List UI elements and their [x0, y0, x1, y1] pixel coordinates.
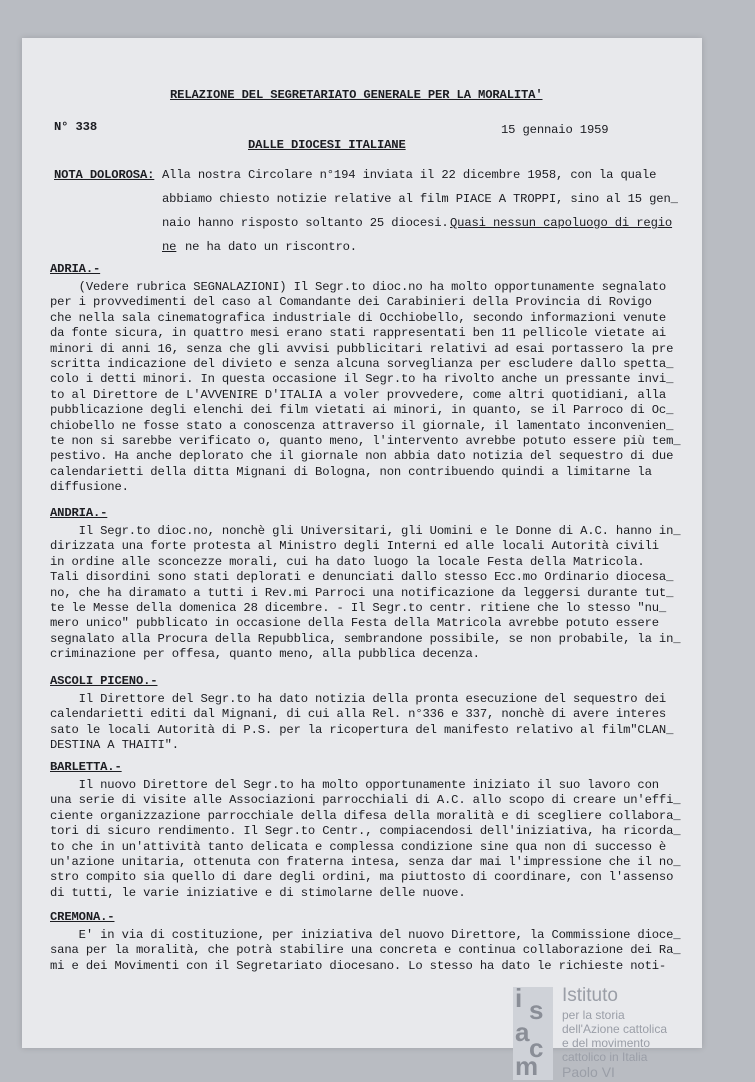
- logo-letter: s: [529, 995, 544, 1025]
- section-line: che nella sala cinematografica industriale di Occhiobello, secondo informazioni venute: [50, 310, 667, 325]
- section-line: pubblicazione degli elenchi dei film vietati ai minori, in quanto, se il Parroco di Oc_: [50, 403, 674, 418]
- section-heading: CREMONA.-: [50, 910, 115, 924]
- section-heading: ANDRIA.-: [50, 506, 108, 520]
- section-line: Il nuovo Direttore del Segr.to ha molto opportunamente iniziato il suo lavoro con: [50, 778, 659, 792]
- section-line: segnalato alla Procura della Repubblica, sembrandone possibile, se non probabile, la in_: [50, 631, 681, 646]
- section-line: dirizzata una forte protesta al Ministro degli Interni ed alle locali Autorità civili: [50, 539, 659, 554]
- logo-letter: i: [515, 983, 523, 1013]
- section-line: stro compito sia quello di dare degli ordini, ma piuttosto di coordinare, con l'assenso: [50, 870, 674, 885]
- section-heading: ASCOLI PICENO.-: [50, 674, 158, 688]
- section-line: colo i detti minori. In questa occasione il Segr.to ha rivolto anche un pressante invi_: [50, 372, 674, 387]
- logo-line: dell'Azione cattolica: [562, 1022, 668, 1036]
- section-line: mero unico" pubblicato in occasione della Festa della Matricola avrebbe potuto essere: [50, 616, 659, 631]
- section-line: sana per la moralità, che potrà stabilire una concreta e continua collaborazione dei Ra_: [50, 943, 681, 958]
- section-line: Il Direttore del Segr.to ha dato notizia della pronta esecuzione del sequestro dei: [50, 692, 667, 706]
- section-line: Tali disordini sono stati deplorati e denunciati dallo stesso Ecc.mo Ordinario diocesa_: [50, 570, 674, 585]
- nota-line: naio hanno risposto soltanto 25 diocesi.: [162, 216, 449, 230]
- section-line: da fonte sicura, in quattro mesi erano stati rappresentati ben 11 pellicole vietate ai: [50, 326, 667, 341]
- nota-line: Alla nostra Circolare n°194 inviata il 22 dicembre 1958, con la quale: [162, 168, 657, 182]
- section-line: DESTINA A THAITI".: [50, 738, 179, 753]
- section-line: diffusione.: [50, 480, 129, 495]
- nota-label: NOTA DOLOROSA:: [54, 168, 155, 182]
- section-line: Il Segr.to dioc.no, nonchè gli Universitari, gli Uomini e le Donne di A.C. hanno in_: [50, 524, 681, 538]
- section-line: minori di anni 16, senza che gli avvisi pubblicitari relativi ad esai portassero la pre: [50, 341, 674, 356]
- nota-underlined: Quasi nessun capoluogo di regio: [450, 216, 673, 230]
- logo-line: Paolo VI: [562, 1064, 615, 1080]
- logo-letter: c: [529, 1033, 544, 1063]
- section-line: to che in un'attività tanto delicata e complessa condizione sine qua non di successo è: [50, 839, 667, 854]
- document-number: N° 338: [54, 120, 97, 134]
- logo-line: cattolico in Italia: [562, 1050, 648, 1064]
- section-line: te non si sarebbe verificato o, quanto meno, l'intervento avrebbe potuto essere più tem_: [50, 434, 681, 448]
- logo-line: Istituto: [562, 985, 618, 1006]
- section-line: mi e dei Movimenti con il Segretariato diocesano. Lo stesso ha dato le richieste noti-: [50, 958, 667, 973]
- section-line: pestivo. Ha anche deplorato che il giornale non abbia dato notizia del sequestro di due: [50, 449, 674, 464]
- section-line: (Vedere rubrica SEGNALAZIONI) Il Segr.to dioc.no ha molto opportunamente segnalato: [50, 280, 667, 294]
- section-line: criminazione per offesa, quanto meno, alla pubblica decenza.: [50, 647, 480, 662]
- document-page: [22, 38, 702, 1048]
- section-line: te le Messe della domenica 28 dicembre. - Il Segr.to centr. ritiene che lo stesso "nu_: [50, 601, 667, 615]
- nota-line: abbiamo chiesto notizie relative al film PIACE A TROPPI, sino al 15 gen_: [162, 192, 678, 206]
- section-line: E' in via di costituzione, per iniziativa del nuovo Direttore, la Commissione dioce_: [50, 928, 681, 942]
- section-line: sato le locali Autorità di P.S. per la ricopertura del manifesto relativo al film"CLAN_: [50, 722, 674, 737]
- archive-logo: [508, 985, 688, 1080]
- nota-underlined: ne: [162, 240, 177, 254]
- section-line: una serie di visite alle Associazioni parrocchiali di A.C. allo scopo di creare un'effi_: [50, 793, 681, 808]
- section-line: calendarietti editi dal Mignani, di cui alla Rel. n°336 e 337, nonchè di avere interes: [50, 707, 667, 722]
- section-line: calendarietti della ditta Mignani di Bologna, non contribuendo quindi a limitarne la: [50, 464, 652, 479]
- section-line: di tutti, le varie iniziative e di stimolarne delle nuove.: [50, 885, 466, 900]
- section-line: un'azione unitaria, ottenuta con fraterna intesa, senza dar mai l'impressione che il no_: [50, 855, 681, 869]
- document-title: RELAZIONE DEL SEGRETARIATO GENERALE PER LA MORALITA': [170, 88, 543, 102]
- section-line: per i provvedimenti del caso al Comandante dei Carabinieri della Provincia di Rovigo: [50, 295, 652, 310]
- document-date: 15 gennaio 1959: [501, 123, 609, 137]
- section-heading: ADRIA.-: [50, 262, 101, 276]
- section-line: chiobello ne fosse stato a conoscenza attraverso il giornale, il lamentato inconvenien_: [50, 418, 674, 433]
- section-line: no, che ha diramato a tutti i Rev.mi Parroci una notificazione da leggersi durante tut_: [50, 585, 674, 600]
- section-line: in ordine alle sconcezze morali, cui ha dato luogo la locale Festa della Matricola.: [50, 554, 645, 569]
- logo-letter: m: [515, 1051, 539, 1081]
- document-subtitle: DALLE DIOCESI ITALIANE: [248, 138, 406, 152]
- logo-mark: [513, 983, 553, 1081]
- section-line: to al Direttore de L'AVVENIRE D'ITALIA a voler provvedere, come altri quotidiani, alla: [50, 387, 667, 402]
- logo-line: e del movimento: [562, 1036, 651, 1050]
- logo-line: per la storia: [562, 1008, 625, 1022]
- section-heading: BARLETTA.-: [50, 760, 122, 774]
- section-line: scritta indicazione del divieto e senza alcuna sorveglianza per escludere dallo spetta_: [50, 357, 674, 371]
- logo-letter: a: [515, 1017, 530, 1047]
- section-line: ciente organizzazione parrocchiale della difesa della moralità e di scegliere collabora_: [50, 808, 681, 823]
- section-line: tori di sicuro rendimento. Il Segr.to Centr., compiacendosi dell'iniziativa, ha ricorda_: [50, 824, 681, 839]
- nota-line: ne ha dato un riscontro.: [185, 240, 357, 254]
